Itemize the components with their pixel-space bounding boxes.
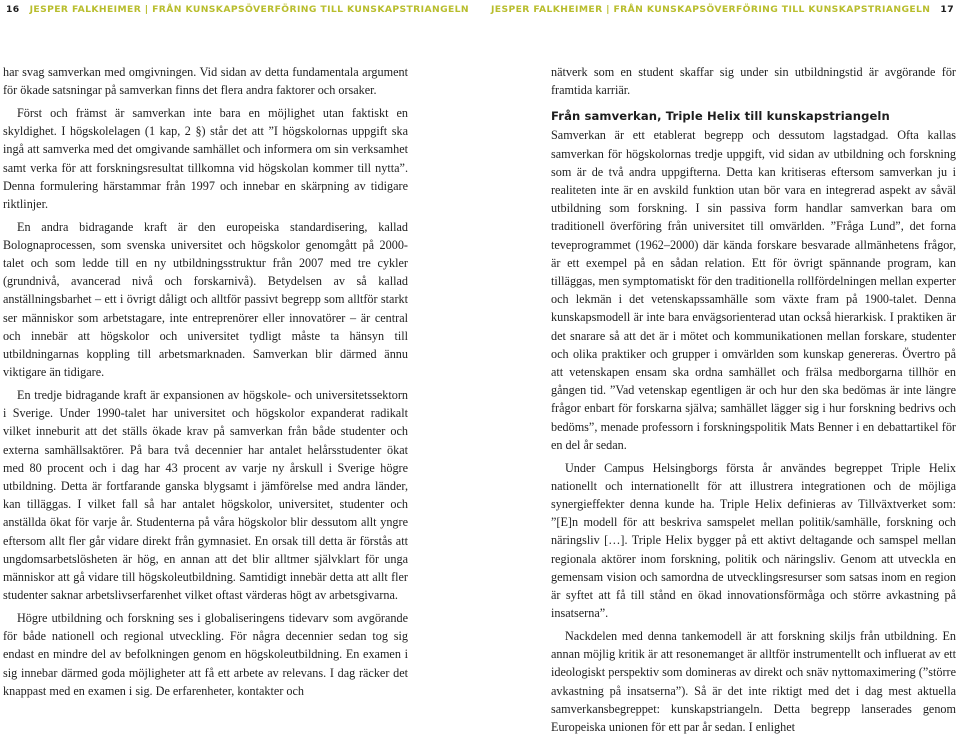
body-paragraph: har svag samverkan med omgivningen. Vid sidan av detta fundamentala argument för ökade satsningar på samverkan finns det flera andra faktorer och orsaker. bbox=[3, 65, 408, 98]
body-paragraph: Nackdelen med denna tankemodell är att forskning skiljs från utbildning. En annan möjlig kritik är att resonemanget är alltför instrumentellt och influerat av ett ideologiskt perspektiv som domineras av direkt och snäv nyttomaximering (”större avkastning på insatserna”). Så är det inte riktigt med det i dag mest aktuella samverkansbegreppet: kunskapstriangeln. Detta begrepp lanserades genom Europeiska unionen för ett par år sedan. I enlighet bbox=[551, 628, 956, 734]
right-page-number: 17 bbox=[940, 4, 954, 15]
right-running-title: JESPER FALKHEIMER | FRÅN KUNSKAPSÖVERFÖRING TILL KUNSKAPSTRIANGELN bbox=[490, 4, 931, 15]
left-page-header bbox=[6, 0, 469, 20]
left-page-body bbox=[3, 63, 408, 704]
left-running-title: JESPER FALKHEIMER | FRÅN KUNSKAPSÖVERFÖRING TILL KUNSKAPSTRIANGELN bbox=[29, 4, 470, 15]
body-paragraph: Högre utbildning och forskning ses i globaliseringens tidevarv som avgörande för både nationell och regional utveckling. För några decennier sedan tog sig endast en mindre del av befolkningen genom en högskoleutbildning. En examen i sig innebar därmed goda möjligheter att få ett arbete av relevans. I dag räcker det knappast med en examen i sig. De erfarenheter, kontakter och bbox=[3, 610, 408, 698]
body-paragraph: En tredje bidragande kraft är expansionen av högskole- och universitetssektorn i Sverige. Under 1990-talet har universitet och högskolor expanderat radikalt vilket inneburit att det ställs ökade krav på samverkan från både studenter och externa samhällsaktörer. På bara två decennier har antalet helårsstudenter ökat med 80 procent och i dag har 43 procent av varje ny årskull i Sverige högre utbildning. Detta är fortfarande ganska blygsamt i jämförelse med andra länder, kan tilläggas. I vilket fall så har antalet högskolor, universitet, studenter och anställda ökat för varje år. Studenterna på våra högskolor blir dessutom allt yngre eftersom allt fler går vidare direkt från gymnasiet. En orsak till detta är förstås att ungdomsarbetslösheten är hög, en annan att det blir alltmer självklart för unga människor att gå vidare till högskoleutbildning. Samtidigt innebär detta att allt fler studenter saknar arbetslivserfarenhet vilket oftast värderas högt av arbetsgivarna. bbox=[3, 387, 408, 603]
body-paragraph: En andra bidragande kraft är den europeiska standardisering, kallad Bolognaprocessen, som svenska universitet och högskolor genomgått på 2000-talet och som ledde till en ny utbildningsstruktur från 2007 med tre cykler (grundnivå, avancerad nivå och forskarnivå). Betydelsen av så kallad anställningsbarhet – ett i övrigt dåligt och alltför passivt begrepp som alltför starkt ser människor som arbetstagare, inte entreprenörer eller innovatörer – är central och innebär att högskolor och universitet tydligt måste ta hänsyn till utbildningarnas koppling till arbetsmarknaden. Samverkan blir därmed ännu viktigare än tidigare. bbox=[3, 219, 408, 380]
right-page-header bbox=[491, 0, 954, 20]
right-page-body bbox=[551, 63, 956, 741]
body-paragraph: Under Campus Helsingborgs första år användes begreppet Triple Helix nationellt och internationellt för att illustrera integrationen och de möjliga synergieffekter denna kunde ha. Triple Helix definieras av Tillväxtverket som: ”[E]n modell för att beskriva samspelet mellan politik/samhälle, forskning och näringsliv […]. Triple Helix bygger på ett aktivt deltagande och samspel mellan regionala aktörer inom forskning, politik och näringsliv. Genom att utveckla en gemensam vision och samordna de utvecklingsresurser som satsas inom en region är syftet att få till stånd en ökad innovationsförmåga och större avkastning på insatserna”. bbox=[551, 460, 956, 621]
section-heading: Från samverkan, Triple Helix till kunskapstriangeln bbox=[551, 109, 890, 124]
body-paragraph: Samverkan är ett etablerat begrepp och dessutom lagstadgad. Ofta kallas samverkan för högskolornas tredje uppgift, vid sidan av utbildning och forskning som är de två andra uppgifterna. Detta kan kritiseras eftersom samverkan ju i realiteten inte är en avskild funktion utan bör vara en integrerad aspekt av såväl utbildning som forskning. I sin passiva form handlar samverkan bara om traditionell överföring från universitet till omvärlden. ”Fråga Lund”, det forna teveprogrammet (1962–2000) där kända forskare besvarade allmänhetens frågor, är ett exempel på en sådan relation. Ett för övrigt spännande program, kan tilläggas, men symptomatiskt för den traditionella rollfördelningen mellan experter och lekmän i det vetenskapssamhälle som växte fram på 1900-talet. Denna kunskapsmodell är inte bara envägsorienterad utan också hierarkisk. I praktiken är det snarare så att det är i mötet och kommunikationen mellan forskare, studenter och olika praktiker och grupper i omvärlden som kunskap genereras. Övertro på att vetenskapen ensam ska ordna samhället och frälsa medborgarna tillhör en gången tid. ”Vad vetenskap egentligen är och hur den ska bedömas är inte längre frågor enbart för forskarna själva; samhället lägger sig i hur forskning bedrivs och bedöms”, menade professorn i forskningspolitik Mats Benner i en debattartikel för en del år sedan. bbox=[551, 128, 956, 452]
left-page-number: 16 bbox=[6, 4, 20, 15]
body-paragraph: nätverk som en student skaffar sig under sin utbildningstid är avgörande för framtida karriär. bbox=[551, 65, 956, 98]
body-paragraph: Först och främst är samverkan inte bara en möjlighet utan faktiskt en skyldighet. I högskolelagen (1 kap, 2 §) står det att ”I högskolornas uppgift ska ingå att samverka med det omgivande samhället och informera om sin verksamhet samt verka för att forskningsresultat tillkomna vid högskolan kommer till nytta”. Denna formulering härstammar från 1997 och innebar en skärpning av tidigare riktlinjer. bbox=[3, 105, 408, 211]
